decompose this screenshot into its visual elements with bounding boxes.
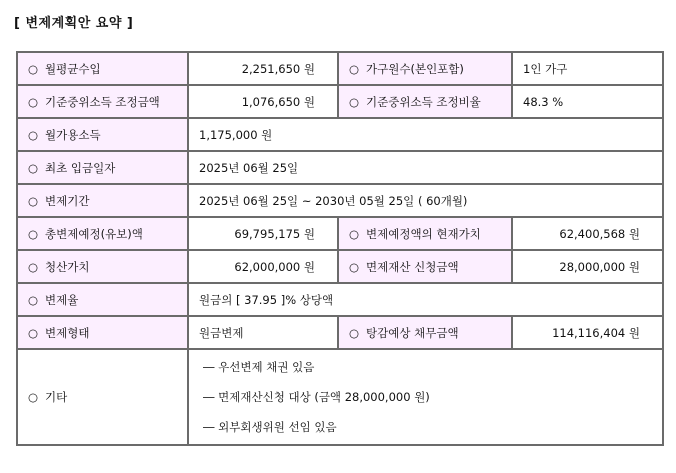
circle-bullet-icon: ○ xyxy=(28,325,39,340)
table-row xyxy=(17,151,663,184)
label-median-income-adjusted: 기준중위소득 조정금액 xyxy=(45,94,160,109)
label-median-income-ratio: 기준중위소득 조정비율 xyxy=(366,94,481,109)
other-note-line: ― 우선변제 채권 있음 xyxy=(203,360,315,374)
table-row xyxy=(17,316,663,349)
circle-bullet-icon: ○ xyxy=(28,193,39,208)
circle-bullet-icon: ○ xyxy=(28,259,39,274)
value-liquidation-value: 62,000,000 원 xyxy=(188,250,338,283)
value-first-payment-date: 2025년 06월 25일 xyxy=(188,151,663,184)
label-household-size: 가구원수(본인포함) xyxy=(366,61,464,76)
table-row xyxy=(17,184,663,217)
table-row xyxy=(17,118,663,151)
value-repayment-type: 원금변제 xyxy=(188,316,338,349)
label-cell xyxy=(338,316,512,349)
other-note-line: ― 외부회생위원 선임 있음 xyxy=(203,420,337,434)
value-repayment-rate: 원금의 [ 37.95 ]% 상당액 xyxy=(188,283,663,316)
label-repayment-rate: 변제율 xyxy=(45,292,79,307)
plan-summary-table xyxy=(16,51,664,446)
value-monthly-income: 2,251,650 원 xyxy=(188,52,338,85)
label-cell xyxy=(17,283,188,316)
label-cell xyxy=(17,52,188,85)
page-title: [ 변제계획안 요약 ] xyxy=(14,16,134,31)
label-cell xyxy=(338,250,512,283)
label-cell xyxy=(17,151,188,184)
circle-bullet-icon: ○ xyxy=(349,325,360,340)
circle-bullet-icon: ○ xyxy=(349,226,360,241)
table-row xyxy=(17,85,663,118)
label-first-payment-date: 최초 입금일자 xyxy=(45,160,116,175)
value-other xyxy=(188,349,663,445)
label-cell xyxy=(17,349,188,445)
circle-bullet-icon: ○ xyxy=(349,61,360,76)
circle-bullet-icon: ○ xyxy=(28,226,39,241)
label-total-planned-repayment: 총변제예정(유보)액 xyxy=(45,226,143,241)
label-expected-debt-forgiveness: 탕감예상 채무금액 xyxy=(366,325,459,340)
label-present-value: 변제예정액의 현재가치 xyxy=(366,226,481,241)
label-monthly-income: 월평균수입 xyxy=(45,61,101,76)
other-note-line: ― 면제재산신청 대상 (금액 28,000,000 원) xyxy=(203,390,430,404)
label-cell xyxy=(338,52,512,85)
label-cell xyxy=(17,217,188,250)
label-exempt-property-amount: 면제재산 신청금액 xyxy=(366,259,459,274)
value-total-planned-repayment: 69,795,175 원 xyxy=(188,217,338,250)
circle-bullet-icon: ○ xyxy=(349,259,360,274)
label-disposable-income: 월가용소득 xyxy=(45,127,101,142)
value-repayment-period: 2025년 06월 25일 ~ 2030년 05월 25일 ( 60개월) xyxy=(188,184,663,217)
table-row xyxy=(17,283,663,316)
label-cell xyxy=(17,118,188,151)
label-cell xyxy=(338,217,512,250)
label-liquidation-value: 청산가치 xyxy=(45,259,90,274)
circle-bullet-icon: ○ xyxy=(28,292,39,307)
value-disposable-income: 1,175,000 원 xyxy=(188,118,663,151)
label-repayment-period: 변제기간 xyxy=(45,193,90,208)
table-row xyxy=(17,349,663,445)
value-present-value: 62,400,568 원 xyxy=(512,217,663,250)
value-median-income-ratio: 48.3 % xyxy=(512,85,663,118)
circle-bullet-icon: ○ xyxy=(28,127,39,142)
label-cell xyxy=(17,184,188,217)
circle-bullet-icon: ○ xyxy=(28,390,39,404)
label-cell xyxy=(17,85,188,118)
value-household-size: 1인 가구 xyxy=(512,52,663,85)
label-other: 기타 xyxy=(45,390,68,404)
table-row xyxy=(17,250,663,283)
value-median-income-adjusted: 1,076,650 원 xyxy=(188,85,338,118)
table-row xyxy=(17,52,663,85)
value-expected-debt-forgiveness: 114,116,404 원 xyxy=(512,316,663,349)
table-row xyxy=(17,217,663,250)
circle-bullet-icon: ○ xyxy=(28,94,39,109)
circle-bullet-icon: ○ xyxy=(28,61,39,76)
label-repayment-type: 변제형태 xyxy=(45,325,90,340)
label-cell xyxy=(338,85,512,118)
label-cell xyxy=(17,316,188,349)
circle-bullet-icon: ○ xyxy=(349,94,360,109)
circle-bullet-icon: ○ xyxy=(28,160,39,175)
label-cell xyxy=(17,250,188,283)
value-exempt-property-amount: 28,000,000 원 xyxy=(512,250,663,283)
